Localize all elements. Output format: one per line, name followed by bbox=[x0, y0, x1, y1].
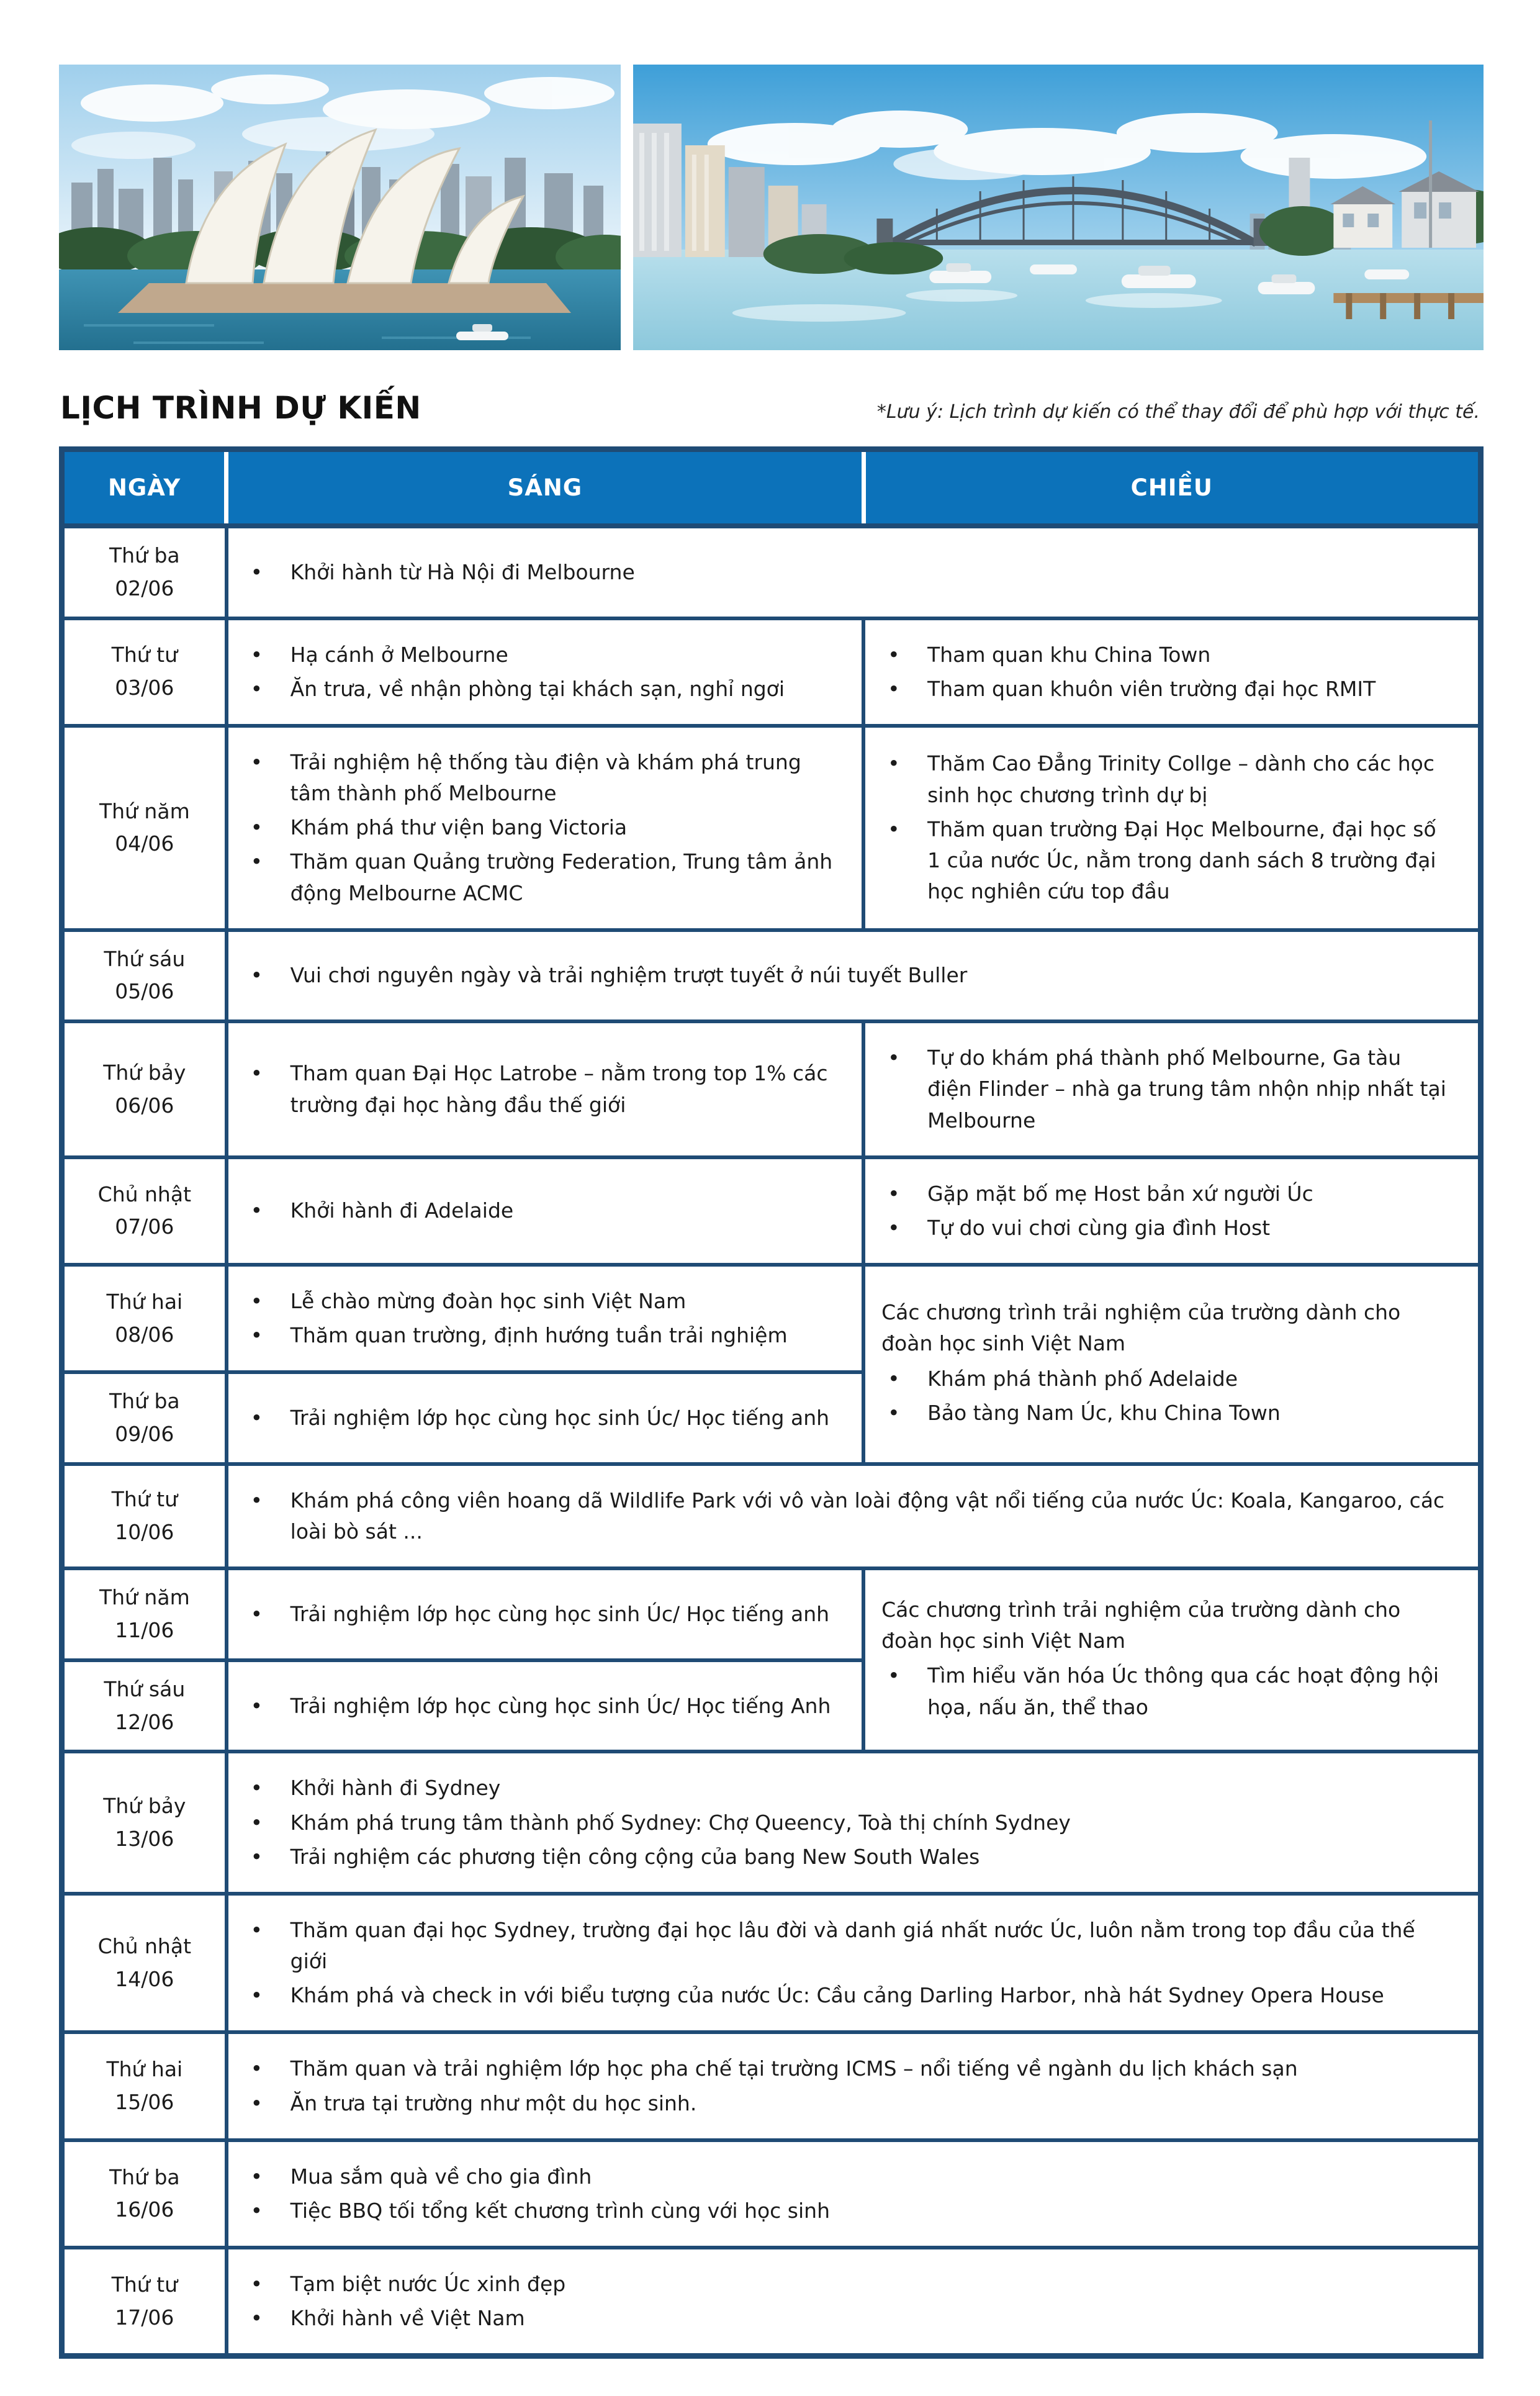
bullet-icon: • bbox=[250, 676, 263, 701]
bullet-list bbox=[245, 747, 834, 909]
bullet-icon: • bbox=[250, 559, 263, 584]
bullet-list bbox=[245, 2053, 1451, 2118]
activity-cell-morning bbox=[227, 1568, 863, 1660]
day-label: Thứ ba bbox=[109, 1389, 180, 1414]
day-cell bbox=[62, 1157, 227, 1265]
bullet-icon: • bbox=[250, 815, 263, 840]
activity-cell-full bbox=[227, 2032, 1481, 2140]
day-cell bbox=[62, 618, 227, 726]
activity-text: Trải nghiệm hệ thống tàu điện và khám phá trung tâm thành phố Melbourne bbox=[290, 749, 801, 806]
activity-text: Bảo tàng Nam Úc, khu China Town bbox=[927, 1400, 1281, 1425]
activity-cell-afternoon bbox=[863, 1265, 1480, 1464]
day-label: Thứ ba bbox=[109, 2164, 180, 2189]
bullet-item bbox=[881, 748, 1451, 810]
sydney-harbour-bridge-photo bbox=[633, 65, 1484, 350]
photos-row bbox=[59, 65, 1484, 350]
bullet-icon: • bbox=[250, 1983, 263, 2008]
bullet-item bbox=[245, 1286, 834, 1317]
bullet-list bbox=[245, 1286, 834, 1351]
bullet-item bbox=[245, 812, 834, 843]
day-label: Thứ tư bbox=[111, 643, 178, 667]
bullet-item bbox=[881, 1213, 1451, 1244]
title-row bbox=[60, 391, 1481, 425]
activity-cell-afternoon bbox=[863, 726, 1480, 930]
day-label: Thứ bảy bbox=[103, 1060, 186, 1085]
schedule-body bbox=[62, 526, 1481, 2356]
day-label: 17/06 bbox=[115, 2305, 174, 2330]
day-label: Thứ sáu bbox=[104, 946, 186, 971]
table-row bbox=[62, 1568, 1481, 1660]
bullet-list bbox=[881, 1363, 1451, 1429]
activity-cell-full bbox=[227, 1752, 1481, 1893]
activity-intro: Các chương trình trải nghiệm của trường dành cho đoàn học sinh Việt Nam bbox=[881, 1300, 1401, 1356]
table-row bbox=[62, 2032, 1481, 2140]
activity-text: Khởi hành về Việt Nam bbox=[290, 2306, 525, 2331]
table-row bbox=[62, 2140, 1481, 2248]
bullet-icon: • bbox=[888, 1046, 900, 1070]
bullet-item bbox=[245, 640, 834, 671]
bullet-item bbox=[245, 557, 1451, 588]
bullet-item bbox=[245, 2161, 1451, 2192]
bullet-item bbox=[245, 674, 834, 705]
bullet-icon: • bbox=[888, 816, 900, 841]
bullet-item bbox=[245, 1980, 1451, 2011]
day-label: 15/06 bbox=[115, 2090, 174, 2115]
header-ngay: NGÀY bbox=[62, 450, 227, 527]
bullet-icon: • bbox=[250, 1198, 263, 1223]
day-label: 11/06 bbox=[115, 1618, 174, 1643]
bullet-item bbox=[245, 846, 834, 908]
day-label: 02/06 bbox=[115, 576, 174, 600]
bullet-icon: • bbox=[888, 676, 900, 701]
day-label: Thứ hai bbox=[106, 2057, 183, 2082]
bullet-list bbox=[881, 640, 1451, 705]
bullet-item bbox=[881, 1398, 1451, 1429]
bullet-item bbox=[245, 1485, 1451, 1547]
day-cell bbox=[62, 1894, 227, 2032]
bullet-item bbox=[881, 1042, 1451, 1136]
day-label: Thứ ba bbox=[109, 543, 180, 567]
activity-text: Thăm quan đại học Sydney, trường đại học lâu đời và danh giá nhất nước Úc, luôn nằm trong top đầu của thế giới bbox=[290, 1917, 1415, 1974]
day-label: 13/06 bbox=[115, 1826, 174, 1851]
activity-cell-morning bbox=[227, 1372, 863, 1464]
activity-cell-morning bbox=[227, 726, 863, 930]
bullet-item bbox=[245, 1599, 834, 1630]
day-label: 04/06 bbox=[115, 831, 174, 856]
day-cell bbox=[62, 1660, 227, 1752]
activity-cell-morning bbox=[227, 1021, 863, 1157]
activity-text: Thăm quan trường, định hướng tuần trải nghiệm bbox=[290, 1323, 788, 1348]
activity-text: Tự do khám phá thành phố Melbourne, Ga tàu điện Flinder – nhà ga trung tâm nhộn nhịp nhất tại Melbourne bbox=[927, 1046, 1446, 1132]
day-label: Thứ năm bbox=[99, 798, 190, 823]
table-row bbox=[62, 1752, 1481, 1893]
bullet-icon: • bbox=[250, 2056, 263, 2081]
activity-cell-full bbox=[227, 1894, 1481, 2032]
sydney-opera-house-photo bbox=[59, 65, 621, 350]
activity-text: Gặp mặt bố mẹ Host bản xứ người Úc bbox=[927, 1181, 1313, 1206]
day-cell bbox=[62, 526, 227, 618]
activity-text: Tạm biệt nước Úc xinh đẹp bbox=[290, 2272, 566, 2297]
bullet-icon: • bbox=[888, 1400, 900, 1425]
bullet-item bbox=[245, 1195, 834, 1226]
activity-cell-full bbox=[227, 2140, 1481, 2248]
bullet-list bbox=[245, 1058, 834, 1120]
activity-text: Thăm quan trường Đại Học Melbourne, đại học số 1 của nước Úc, nằm trong danh sách 8 trường đại học nghiên cứu top đầu bbox=[927, 816, 1436, 904]
activity-cell-full bbox=[227, 1464, 1481, 1568]
bullet-item bbox=[881, 1363, 1451, 1395]
day-label: Thứ bảy bbox=[103, 1793, 186, 1818]
day-label: 08/06 bbox=[115, 1322, 174, 1347]
header-row bbox=[62, 450, 1481, 527]
bullet-list bbox=[245, 1773, 1451, 1872]
bullet-item bbox=[881, 674, 1451, 705]
day-cell bbox=[62, 1568, 227, 1660]
day-label: 05/06 bbox=[115, 979, 174, 1004]
activity-text: Tiệc BBQ tối tổng kết chương trình cùng với học sinh bbox=[290, 2198, 830, 2223]
activity-cell-morning bbox=[227, 1265, 863, 1372]
bullet-list bbox=[245, 557, 1451, 588]
bullet-icon: • bbox=[250, 642, 263, 667]
bullet-list bbox=[881, 1178, 1451, 1244]
day-label: 03/06 bbox=[115, 676, 174, 700]
header-chieu: CHIỀU bbox=[863, 450, 1480, 527]
activity-text: Ăn trưa, về nhận phòng tại khách sạn, nghỉ ngơi bbox=[290, 676, 785, 701]
day-cell bbox=[62, 1265, 227, 1372]
activity-text: Tìm hiểu văn hóa Úc thông qua các hoạt động hội họa, nấu ăn, thể thao bbox=[927, 1663, 1439, 1719]
bullet-icon: • bbox=[250, 2091, 263, 2115]
bullet-list bbox=[245, 1195, 834, 1226]
bullet-item bbox=[245, 1842, 1451, 1873]
day-cell bbox=[62, 726, 227, 930]
schedule-note: *Lưu ý: Lịch trình dự kiến có thể thay đổi để phù hợp với thực tế. bbox=[876, 401, 1480, 423]
activity-cell-morning bbox=[227, 618, 863, 726]
bullet-icon: • bbox=[250, 849, 263, 874]
activity-text: Trải nghiệm các phương tiện công cộng của bang New South Wales bbox=[290, 1844, 980, 1869]
activity-cell-morning bbox=[227, 1157, 863, 1265]
bullet-list bbox=[245, 960, 1451, 991]
activity-text: Khởi hành từ Hà Nội đi Melbourne bbox=[290, 559, 635, 584]
bullet-icon: • bbox=[250, 1061, 263, 1086]
bullet-list bbox=[245, 1691, 834, 1722]
bullet-item bbox=[245, 960, 1451, 991]
activity-text: Khám phá và check in với biểu tượng của nước Úc: Cầu cảng Darling Harbor, nhà hát Sydney Opera House bbox=[290, 1983, 1384, 2008]
day-label: 12/06 bbox=[115, 1709, 174, 1734]
activity-text: Khởi hành đi Adelaide bbox=[290, 1198, 514, 1223]
bullet-item bbox=[245, 747, 834, 809]
day-label: Thứ năm bbox=[99, 1585, 190, 1610]
activity-text: Thăm quan và trải nghiệm lớp học pha chế tại trường ICMS – nổi tiếng về ngành du lịch khách sạn bbox=[290, 2056, 1298, 2081]
bullet-icon: • bbox=[250, 2306, 263, 2331]
table-row bbox=[62, 726, 1481, 930]
bullet-list bbox=[245, 1599, 834, 1630]
day-label: 09/06 bbox=[115, 1422, 174, 1447]
opera-house-podium bbox=[118, 283, 571, 313]
day-label: Chủ nhật bbox=[97, 1933, 192, 1958]
day-cell bbox=[62, 2248, 227, 2356]
activity-text: Trải nghiệm lớp học cùng học sinh Úc/ Học tiếng anh bbox=[290, 1602, 830, 1626]
bullet-icon: • bbox=[250, 1323, 263, 1348]
bullet-item bbox=[245, 2195, 1451, 2226]
bullet-icon: • bbox=[250, 1776, 263, 1801]
bullet-icon: • bbox=[888, 642, 900, 667]
table-row bbox=[62, 1021, 1481, 1157]
bullet-item bbox=[245, 2088, 1451, 2119]
activity-cell-morning bbox=[227, 1660, 863, 1752]
table-row bbox=[62, 1265, 1481, 1372]
bullet-icon: • bbox=[888, 1663, 900, 1688]
activity-cell-full bbox=[227, 526, 1481, 618]
day-cell bbox=[62, 2140, 227, 2248]
bullet-icon: • bbox=[250, 1810, 263, 1835]
day-cell bbox=[62, 1372, 227, 1464]
bullet-item bbox=[245, 1691, 834, 1722]
bullet-list bbox=[245, 2161, 1451, 2226]
day-cell bbox=[62, 1464, 227, 1568]
activity-text: Thăm quan Quảng trường Federation, Trung tâm ảnh động Melbourne ACMC bbox=[290, 849, 833, 905]
bullet-list bbox=[245, 1915, 1451, 2011]
day-cell bbox=[62, 1021, 227, 1157]
activity-text: Trải nghiệm lớp học cùng học sinh Úc/ Học tiếng Anh bbox=[290, 1693, 831, 1718]
day-label: Thứ tư bbox=[111, 1487, 178, 1512]
table-row bbox=[62, 1157, 1481, 1265]
bullet-list bbox=[245, 1403, 834, 1434]
bullet-list bbox=[245, 2269, 1451, 2334]
day-label: 14/06 bbox=[115, 1966, 174, 1991]
bullet-list bbox=[245, 1485, 1451, 1547]
day-cell bbox=[62, 1752, 227, 1893]
page-title: LỊCH TRÌNH DỰ KIẾN bbox=[60, 390, 421, 426]
day-label: 06/06 bbox=[115, 1093, 174, 1118]
bullet-icon: • bbox=[250, 1917, 263, 1942]
bullet-icon: • bbox=[250, 1406, 263, 1431]
activity-text: Vui chơi nguyên ngày và trải nghiệm trượt tuyết ở núi tuyết Buller bbox=[290, 963, 968, 988]
day-label: 07/06 bbox=[115, 1214, 174, 1239]
activity-text: Thăm Cao Đẳng Trinity Collge – dành cho các học sinh học chương trình dự bị bbox=[927, 751, 1434, 807]
header-sang: SÁNG bbox=[227, 450, 863, 527]
table-row bbox=[62, 618, 1481, 726]
bullet-item bbox=[245, 1320, 834, 1351]
bullet-item bbox=[245, 1807, 1451, 1838]
bullet-item bbox=[245, 1403, 834, 1434]
activity-text: Tham quan khuôn viên trường đại học RMIT bbox=[927, 676, 1376, 701]
activity-cell-afternoon bbox=[863, 1157, 1480, 1265]
activity-text: Hạ cánh ở Melbourne bbox=[290, 642, 508, 667]
bullet-item bbox=[881, 1178, 1451, 1209]
bullet-icon: • bbox=[250, 749, 263, 774]
bullet-icon: • bbox=[888, 751, 900, 776]
activity-intro: Các chương trình trải nghiệm của trường dành cho đoàn học sinh Việt Nam bbox=[881, 1598, 1401, 1653]
bullet-icon: • bbox=[250, 2198, 263, 2223]
day-cell bbox=[62, 930, 227, 1022]
activity-cell-afternoon bbox=[863, 1021, 1480, 1157]
activity-text: Tham quan Đại Học Latrobe – nằm trong top 1% các trường đại học hàng đầu thế giới bbox=[290, 1061, 828, 1117]
bullet-icon: • bbox=[888, 1366, 900, 1391]
activity-cell-full bbox=[227, 2248, 1481, 2356]
bullet-icon: • bbox=[250, 1488, 263, 1512]
activity-text: Trải nghiệm lớp học cùng học sinh Úc/ Học tiếng anh bbox=[290, 1406, 830, 1431]
bullet-item bbox=[245, 2303, 1451, 2334]
table-row bbox=[62, 526, 1481, 618]
bullet-icon: • bbox=[888, 1181, 900, 1206]
bullet-icon: • bbox=[250, 963, 263, 988]
table-row bbox=[62, 930, 1481, 1022]
activity-cell-full bbox=[227, 930, 1481, 1022]
bullet-list bbox=[881, 748, 1451, 907]
bullet-item bbox=[245, 1773, 1451, 1804]
day-label: Thứ tư bbox=[111, 2272, 178, 2297]
table-row bbox=[62, 1464, 1481, 1568]
bullet-item bbox=[881, 640, 1451, 671]
day-label: 10/06 bbox=[115, 1520, 174, 1545]
activity-text: Ăn trưa tại trường như một du học sinh. bbox=[290, 2091, 697, 2115]
bullet-icon: • bbox=[250, 1602, 263, 1626]
bullet-icon: • bbox=[888, 1215, 900, 1240]
activity-text: Khám phá trung tâm thành phố Sydney: Chợ Queency, Toà thị chính Sydney bbox=[290, 1810, 1071, 1835]
bullet-icon: • bbox=[250, 1289, 263, 1314]
day-cell bbox=[62, 2032, 227, 2140]
bullet-item bbox=[245, 2269, 1451, 2300]
bullet-item bbox=[245, 1058, 834, 1120]
activity-text: Khám phá công viên hoang dã Wildlife Park với vô vàn loài động vật nổi tiếng của nước Úc: Koala, Kangaroo, các loài bò sát ... bbox=[290, 1488, 1445, 1544]
bullet-item bbox=[245, 1915, 1451, 1977]
bullet-item bbox=[881, 814, 1451, 907]
activity-text: Khám phá thành phố Adelaide bbox=[927, 1366, 1238, 1391]
schedule-table bbox=[59, 446, 1484, 2359]
bullet-list bbox=[245, 640, 834, 705]
bullet-list bbox=[881, 1042, 1451, 1136]
bullet-icon: • bbox=[250, 2272, 263, 2297]
table-row bbox=[62, 1894, 1481, 2032]
bullet-icon: • bbox=[250, 2164, 263, 2189]
activity-text: Tự do vui chơi cùng gia đình Host bbox=[927, 1215, 1271, 1240]
activity-text: Tham quan khu China Town bbox=[927, 642, 1211, 667]
day-label: Thứ sáu bbox=[104, 1676, 186, 1701]
table-row bbox=[62, 2248, 1481, 2356]
day-label: 16/06 bbox=[115, 2197, 174, 2222]
bullet-icon: • bbox=[250, 1844, 263, 1869]
activity-text: Lễ chào mừng đoàn học sinh Việt Nam bbox=[290, 1289, 687, 1314]
activity-text: Khởi hành đi Sydney bbox=[290, 1776, 501, 1801]
activity-cell-afternoon bbox=[863, 1568, 1480, 1752]
bullet-list bbox=[881, 1660, 1451, 1722]
bullet-item bbox=[881, 1660, 1451, 1722]
bullet-icon: • bbox=[250, 1693, 263, 1718]
activity-text: Khám phá thư viện bang Victoria bbox=[290, 815, 628, 840]
day-label: Chủ nhật bbox=[97, 1182, 192, 1206]
bullet-item bbox=[245, 2053, 1451, 2084]
day-label: Thứ hai bbox=[106, 1289, 183, 1314]
activity-cell-afternoon bbox=[863, 618, 1480, 726]
activity-text: Mua sắm quà về cho gia đình bbox=[290, 2164, 592, 2189]
